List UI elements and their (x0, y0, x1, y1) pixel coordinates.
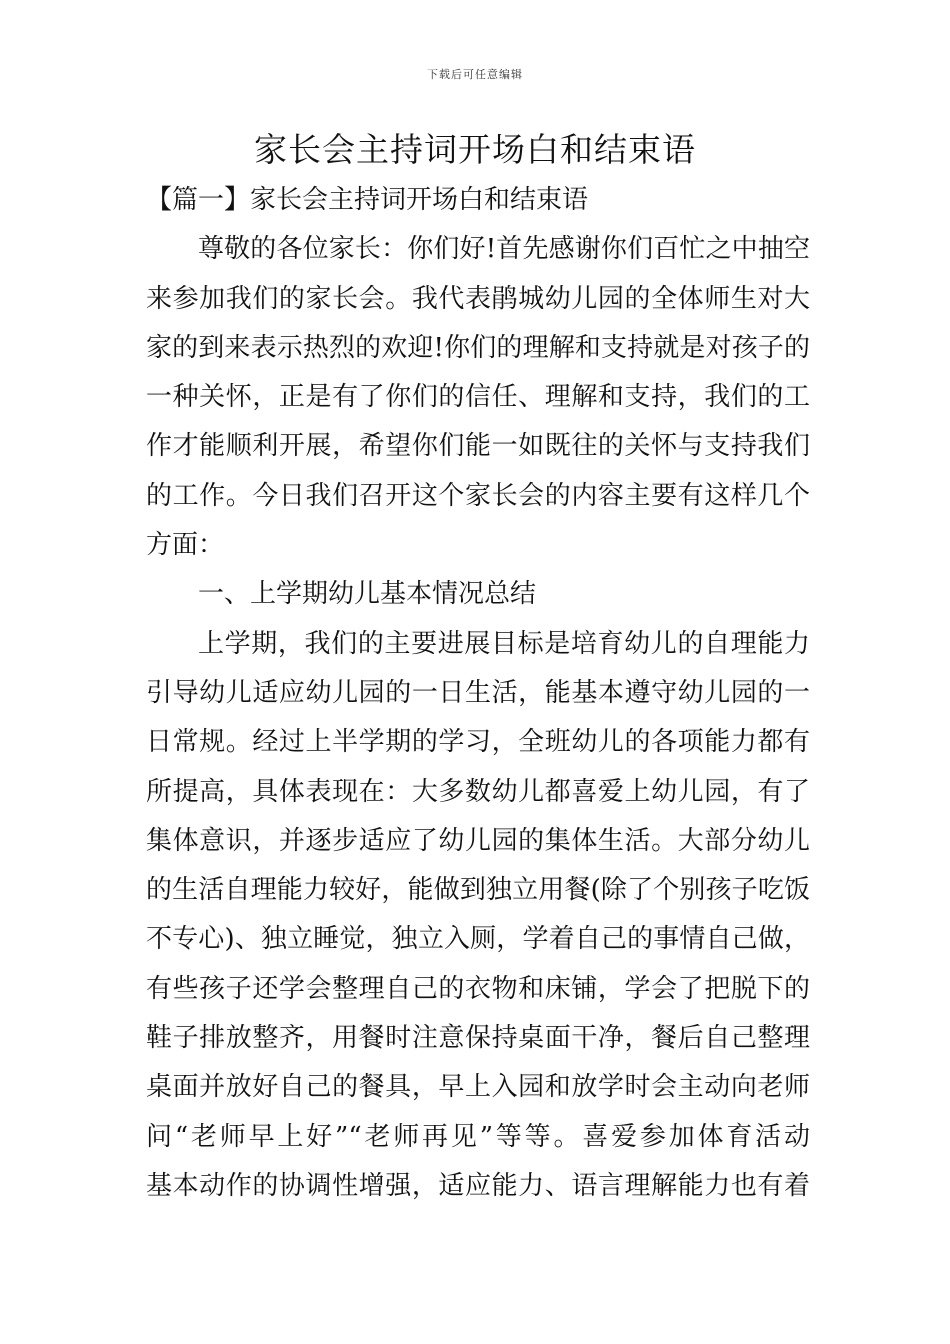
text-line: 来参加我们的家长会。我代表鹃城幼儿园的全体师生对大 (146, 283, 810, 314)
text-line: 基本动作的协调性增强，适应能力、语言理解能力也有着 (146, 1170, 810, 1201)
text-line: 有些孩子还学会整理自己的衣物和床铺，学会了把脱下的 (146, 973, 810, 1004)
document-body (146, 176, 810, 1211)
text-line: 【篇一】家长会主持词开场白和结束语 (146, 185, 589, 215)
text-line: 家的到来表示热烈的欢迎!你们的理解和支持就是对孩子的 (146, 332, 810, 363)
text-line: 的生活自理能力较好，能做到独立用餐(除了个别孩子吃饭 (146, 875, 810, 906)
text-line: 上学期，我们的主要进展目标是培育幼儿的自理能力 (198, 628, 810, 659)
document-title: 家长会主持词开场白和结束语 (254, 130, 696, 169)
text-line: 集体意识，并逐步适应了幼儿园的集体生活。大部分幼儿 (146, 825, 810, 856)
text-line: 日常规。经过上半学期的学习，全班幼儿的各项能力都有 (146, 727, 810, 758)
text-line: 桌面并放好自己的餐具，早上入园和放学时会主动向老师 (146, 1072, 810, 1103)
text-line: 所提高，具体表现在：大多数幼儿都喜爱上幼儿园，有了 (146, 776, 810, 807)
text-line: 鞋子排放整齐，用餐时注意保持桌面干净，餐后自己整理 (146, 1023, 810, 1054)
text-line: 方面： (146, 530, 225, 561)
text-line: 的工作。今日我们召开这个家长会的内容主要有这样几个 (146, 480, 810, 511)
text-line: 尊敬的各位家长：你们好!首先感谢你们百忙之中抽空 (198, 234, 810, 265)
text-line: 一种关怀，正是有了你们的信任、理解和支持，我们的工 (146, 382, 810, 413)
header-note: 下载后可任意编辑 (427, 68, 523, 81)
text-line: 不专心)、独立睡觉，独立入厕，学着自己的事情自己做， (146, 924, 810, 955)
text-line: 作才能顺利开展，希望你们能一如既往的关怀与支持我们 (146, 431, 810, 462)
text-line: 问“老师早上好”“老师再见”等等。喜爱参加体育活动 (146, 1121, 810, 1152)
text-line: 引导幼儿适应幼儿园的一日生活，能基本遵守幼儿园的一 (146, 677, 810, 708)
text-line: 一、上学期幼儿基本情况总结 (198, 579, 537, 610)
